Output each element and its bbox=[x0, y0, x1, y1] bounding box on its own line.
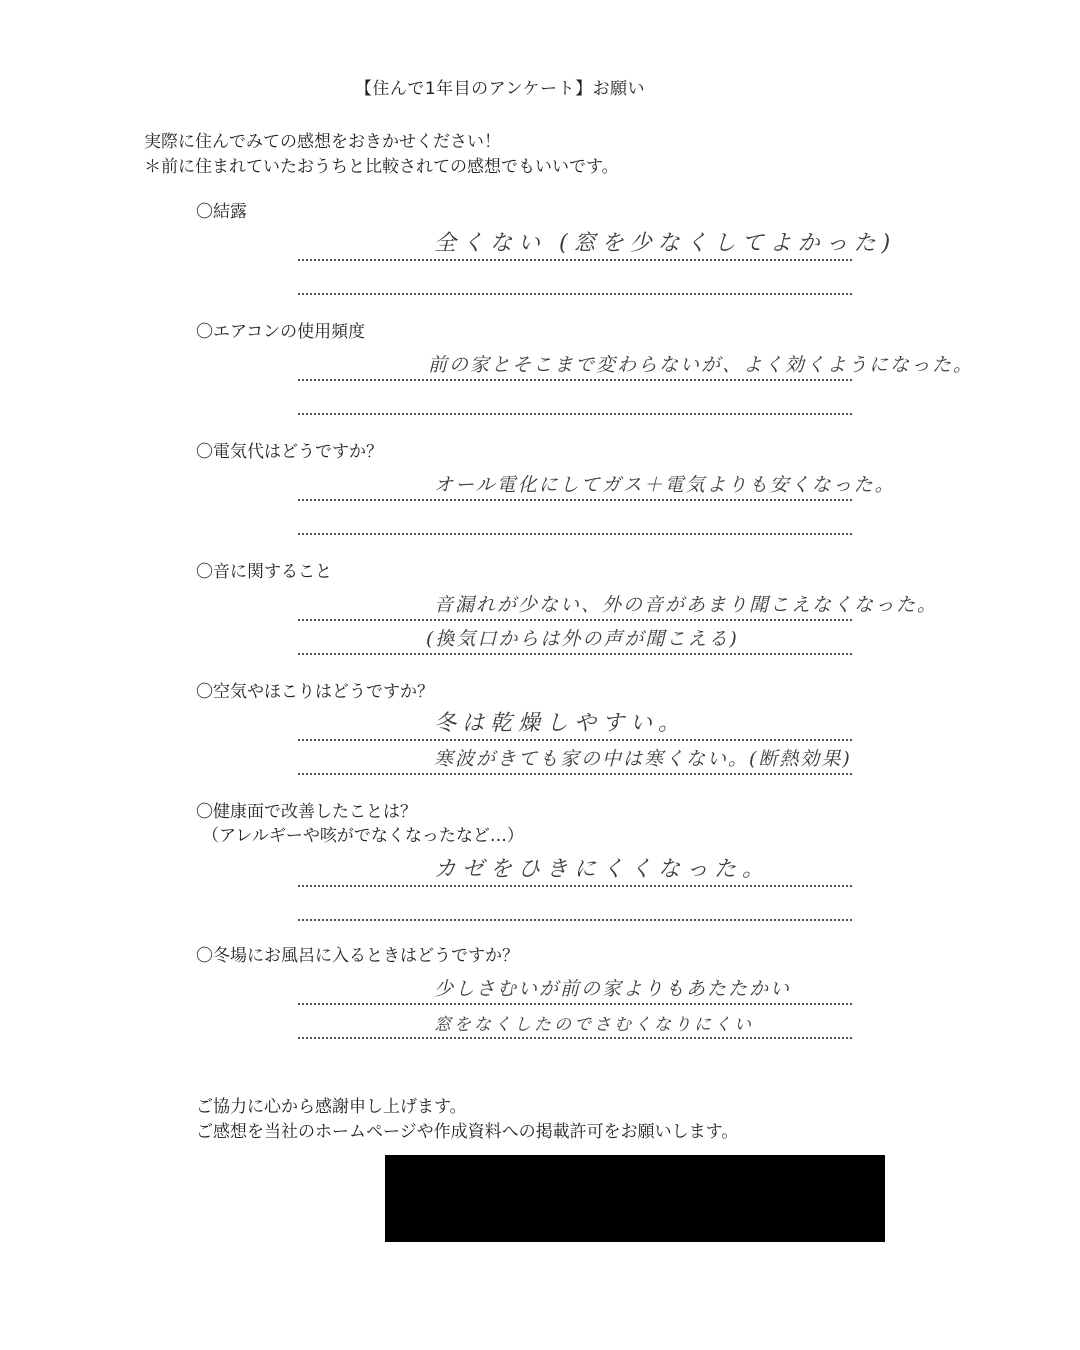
question-electricity-cost bbox=[196, 440, 896, 496]
answer-line-blank bbox=[298, 499, 852, 535]
intro-line-2: ＊前に住まれていたおうちと比較されての感想でもいいです。 bbox=[144, 157, 619, 177]
closing-text bbox=[196, 1095, 738, 1145]
answer-line bbox=[298, 619, 852, 655]
answer-line bbox=[298, 585, 939, 621]
handwritten-answer: オール電化にしてガス＋電気よりも安くなった。 bbox=[434, 474, 896, 496]
question-sound bbox=[196, 560, 939, 650]
closing-line-2: ご感想を当社のホームページや作成資料への掲載許可をお願いします。 bbox=[196, 1122, 739, 1142]
redacted-block bbox=[385, 1155, 885, 1242]
answer-line bbox=[298, 225, 897, 261]
answer-line bbox=[298, 739, 852, 775]
question-label: 〇電気代はどうですか？ bbox=[196, 442, 383, 462]
handwritten-answer: 全くない (窓を少なくしてよかった) bbox=[434, 231, 897, 256]
question-label: 〇エアコンの使用頻度 bbox=[196, 322, 366, 342]
question-label: 〇健康面で改善したことは？ bbox=[196, 802, 417, 822]
question-label: 〇結露 bbox=[196, 202, 247, 222]
answer-line-blank bbox=[298, 379, 852, 415]
handwritten-answer: (換気口からは外の声が聞こえる) bbox=[426, 628, 739, 650]
question-aircon-usage bbox=[196, 320, 975, 376]
answer-line bbox=[298, 705, 852, 741]
answer-line bbox=[298, 345, 975, 381]
answer-line bbox=[298, 465, 896, 501]
question-sublabel: （アレルギーや咳がでなくなったなど…） bbox=[202, 826, 524, 846]
closing-line-1: ご協力に心から感謝申し上げます。 bbox=[196, 1097, 467, 1117]
question-condensation bbox=[196, 200, 897, 256]
answer-line-blank bbox=[298, 259, 852, 295]
survey-title: 【住んで1年目のアンケート】お願い bbox=[354, 79, 646, 99]
question-bath-winter bbox=[196, 944, 856, 1035]
handwritten-answer: カゼをひきにくくなった。 bbox=[434, 857, 771, 882]
handwritten-answer: 窓をなくしたのでさむくなりにくい bbox=[434, 1015, 754, 1035]
question-label: 〇空気やほこりはどうですか？ bbox=[196, 682, 434, 702]
handwritten-answer: 少しさむいが前の家よりもあたたかい bbox=[434, 978, 792, 1000]
answer-line bbox=[298, 969, 852, 1005]
handwritten-answer: 寒波がきても家の中は寒くない。(断熱効果) bbox=[434, 748, 852, 770]
handwritten-answer: 冬は乾燥しやすい。 bbox=[434, 711, 687, 736]
question-air-dust bbox=[196, 680, 856, 770]
handwritten-answer: 音漏れが少ない、外の音があまり聞こえなくなった。 bbox=[434, 594, 939, 616]
answer-line bbox=[298, 1003, 852, 1039]
question-health bbox=[196, 800, 856, 882]
intro-text bbox=[144, 130, 619, 180]
intro-line-1: 実際に住んでみての感想をおきかせください！ bbox=[144, 132, 501, 152]
answer-line-blank bbox=[298, 885, 852, 921]
question-label: 〇冬場にお風呂に入るときはどうですか？ bbox=[196, 946, 519, 966]
question-label: 〇音に関すること bbox=[196, 562, 332, 582]
handwritten-answer: 前の家とそこまで変わらないが、よく効くようになった。 bbox=[428, 354, 975, 376]
answer-line bbox=[298, 851, 852, 887]
